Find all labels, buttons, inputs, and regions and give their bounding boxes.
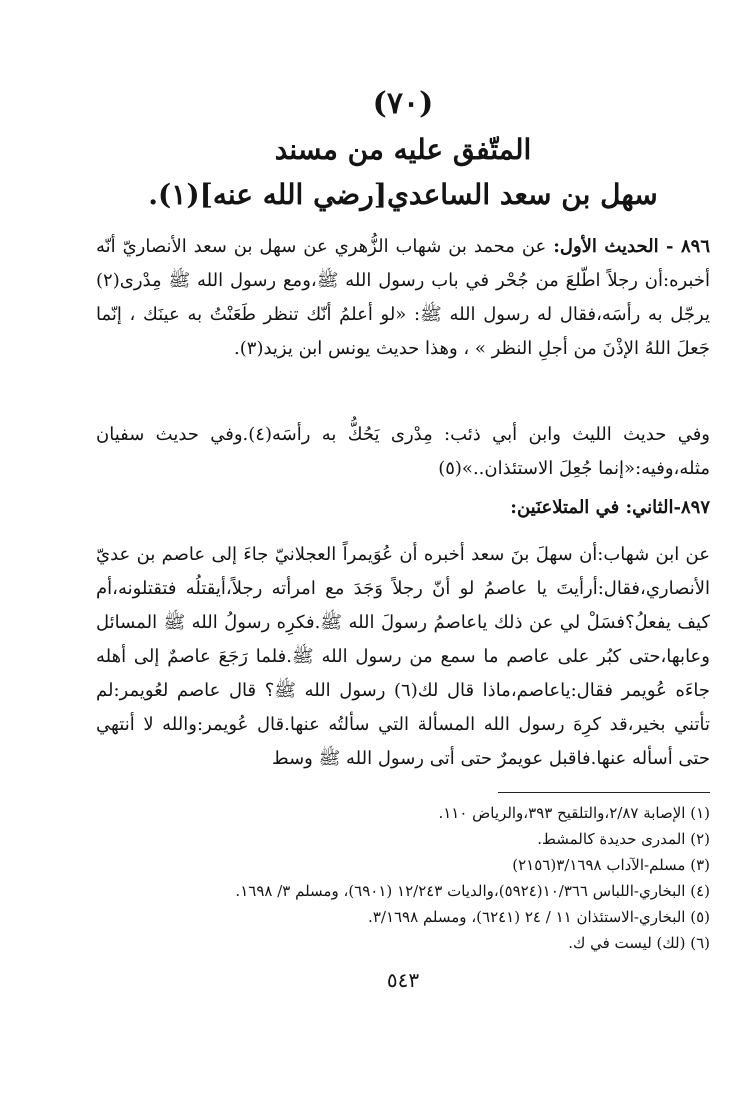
chapter-title: المتّفق عليه من مسند (274, 133, 532, 166)
footnote: (٥) البخاري-الاستئذان ١١ / ٢٤ (٦٢٤١)، ومسلم ٣/١٦٩٨. (368, 908, 710, 926)
hadith-896-continued (96, 418, 710, 486)
chapter-subtitle: سهل بن سعد الساعدي[رضي الله عنه](١). (148, 178, 658, 211)
book-page (96, 0, 710, 1098)
footnote: (٤) البخاري-اللباس ١٠/٣٦٦(٥٩٢٤)،والديات ١٢/٢٤٣ (٦٩٠١)، ومسلم ٣/ ١٦٩٨. (235, 882, 710, 900)
hadith-896-label: ٨٩٦ - الحديث الأول: (553, 236, 710, 257)
hadith-896-continued-text: وفي حديث الليث وابن أبي ذئب: مِدْرى يَحُكُّ به رأسَه(٤).وفي حديث سفيان مثله،وفيه:«إنما جُعِلَ الاستئذان..»(٥) (96, 424, 710, 479)
footnote: (١) الإصابة ٢/٨٧،والتلقيح ٣٩٣،والرياض ١١٠. (438, 804, 710, 822)
hadith-897-label: ٨٩٧-الثاني: في المتلاعنَين: (510, 497, 710, 518)
hadith-896-text: عن محمد بن شهاب الزُّهري عن سهل بن سعد الأنصاريّ أنّه أخبره:أن رجلاً اطّلعَ من جُحْر في باب رسول الله ﷺ،ومع رسول الله ﷺ مِدْرى(٢) يرجّل به رأسَه،فقال له رسول الله ﷺ: «لو أعلمُ أنّك تنظر طَعَنْتُ به عينَك ، إنّما جَعلَ اللهُ الإذْنَ من أجلِ النظر » ، وهذا حديث يونس ابن يزيد(٣). (96, 236, 710, 359)
footnote-divider (498, 792, 710, 793)
section-number: (٧٠) (372, 86, 434, 121)
hadith-897-heading (96, 491, 710, 525)
hadith-896 (96, 230, 710, 366)
footnotes-list (96, 800, 710, 956)
footnote: (٦) (لك) ليست في ك. (568, 934, 710, 952)
footnote: (٢) المدرى حديدة كالمشط. (537, 830, 710, 848)
footnote: (٣) مسلم-الآداب ٣/١٦٩٨(٢١٥٦) (512, 856, 710, 874)
hadith-897-text: عن ابن شهاب:أن سهلَ بنَ سعد أخبره أن عُوَيمراً العجلانيّ جاءَ إلى عاصم بن عديّ الأنصاري،فقال:أرأيتَ يا عاصمُ لو أنّ رجلاً وَجَدَ مع امرأته رجلاً،أيقتلُه فتقتلونه،أم كيف يفعلُ؟فسَلْ لي عن ذلك ياعاصمُ رسولَ الله ﷺ.فكرِه رسولُ الله ﷺ المسائل وعابها،حتى كبُر على عاصم ما سمع من رسول الله ﷺ.فلما رَجَعَ عاصمٌ إلى أهله جاءَه عُويمر فقال:ياعاصم،ماذا قال لك(٦) رسول الله ﷺ؟ قال عاصم لعُويمر:لم تأتني بخير،قد كرِهَ رسول الله المسألة التي سألتُه عنها.قال عُويمر:والله لا أنتهي حتى أسأله عنها.فاقبل عويمرٌ حتى أتى رسول الله ﷺ وسط (96, 544, 710, 769)
hadith-897 (96, 538, 710, 776)
page-number: ٥٤٣ (386, 968, 420, 992)
